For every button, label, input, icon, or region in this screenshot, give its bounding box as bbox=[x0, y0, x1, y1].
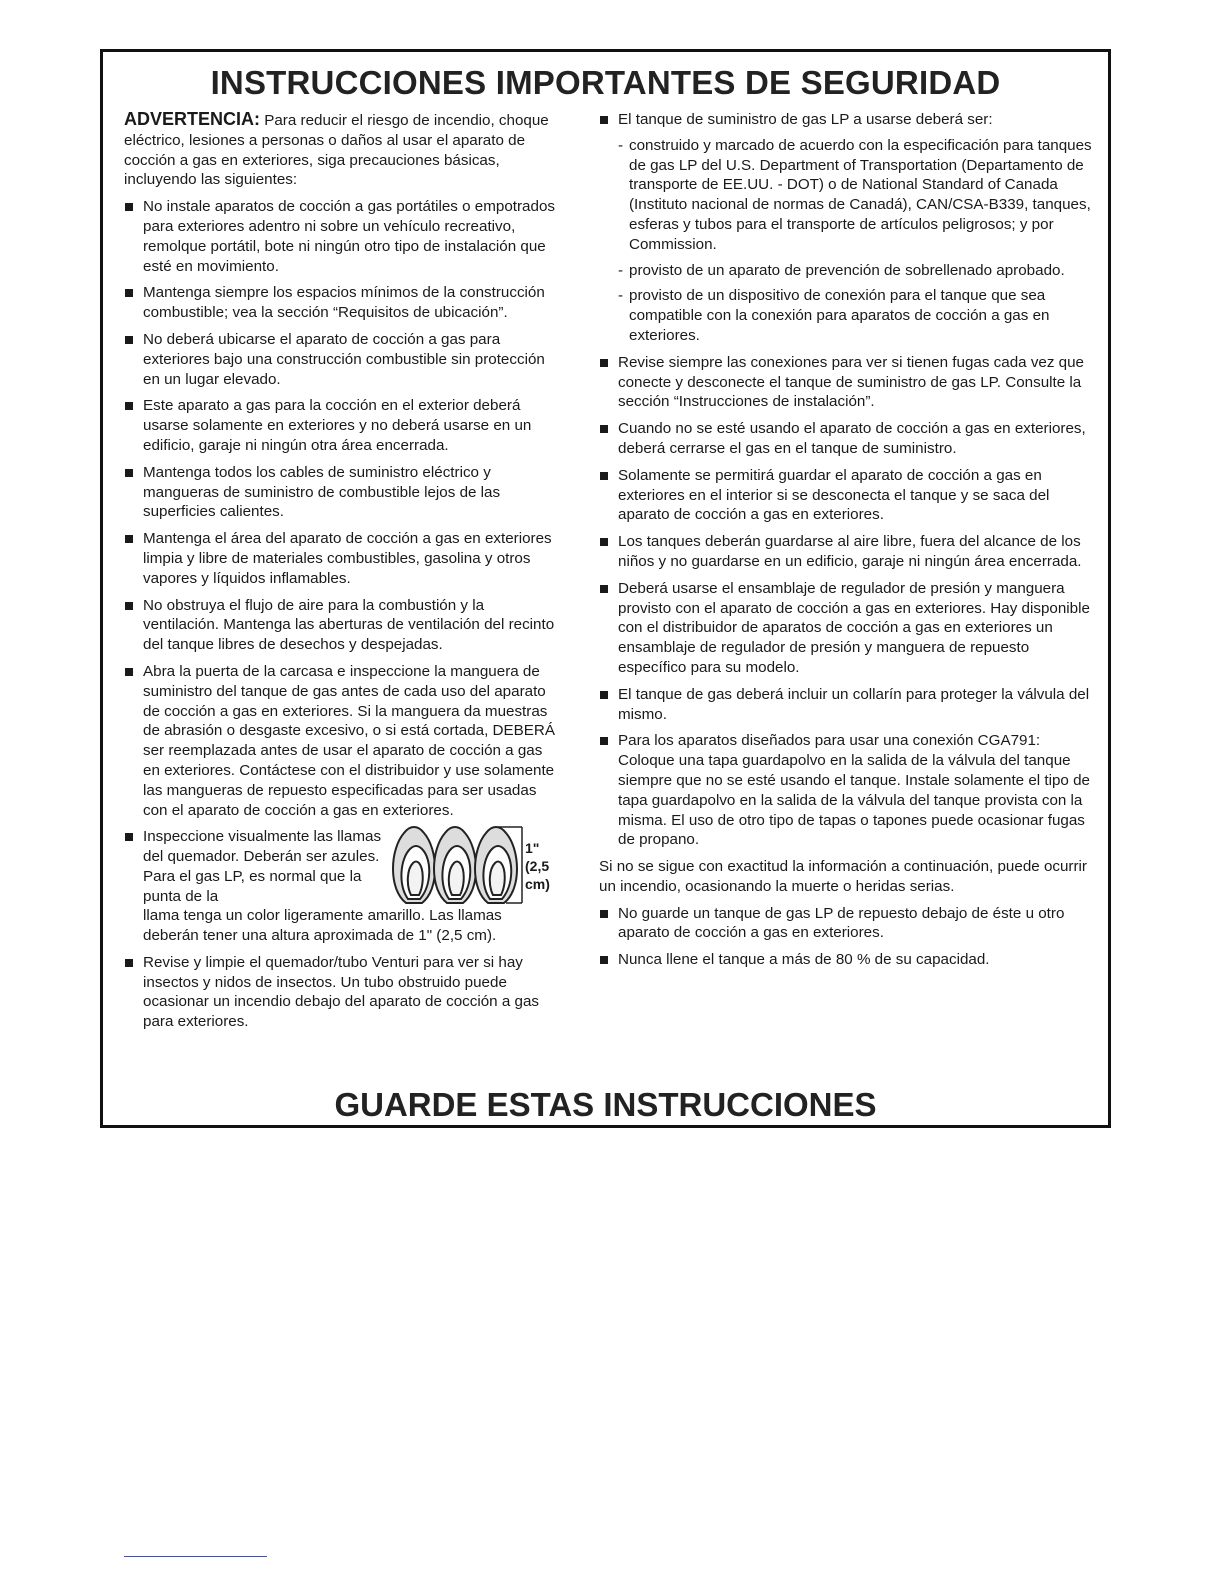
tank-requirements-item: El tanque de suministro de gas LP a usarse deberá ser: - construido y marcado de acuerdo con la especificación para tanques de gas LP del U.S. Department of Transportation (Departamento de transporte de EE.UU. - DOT) o de National Standard of Canada (Instituto nacional de normas de Canadá), CAN/CSA-B339, tanques, esferas y tubos para el transporte de artículos peligrosos; y por Commission. - provisto de un aparato de prevención de sobrellenado aprobado. - provisto de un dispositivo de conexión para el tanque que sea compatible con la conexión para aparatos de cocción a gas en exteriores. bbox=[599, 110, 1099, 346]
list-item: Para los aparatos diseñados para usar una conexión CGA791: Coloque una tapa guardapolvo en la salida de la válvula del tanque siempre que no se esté usando el tanque. Instale solamente el tipo de tapa guardapolvo en la salida de la válvula del tanque provista con la misma. El uso de otro tipo de tapas o tapones puede ocasionar fugas de propano. bbox=[599, 731, 1099, 850]
list-item: Este aparato a gas para la cocción en el exterior deberá usarse solamente en exteriores y no deberá usarse en un edificio, garaje ni ningún otra área encerrada. bbox=[124, 396, 559, 455]
bullet-square-icon bbox=[600, 737, 608, 745]
sub-list-item: - provisto de un dispositivo de conexión para el tanque que sea compatible con la conexión para aparatos de cocción a gas en exteriores. bbox=[618, 286, 1099, 345]
bullet-square-icon bbox=[600, 359, 608, 367]
list-item: Solamente se permitirá guardar el aparato de cocción a gas en exteriores en el interior si se desconecta el tanque y se saca del aparato de cocción a gas en exteriores. bbox=[599, 466, 1099, 525]
bullet-square-icon bbox=[600, 472, 608, 480]
list-item: Los tanques deberán guardarse al aire libre, fuera del alcance de los niños y no guardarse en un edificio, garaje ni ningún área encerrada. bbox=[599, 532, 1099, 572]
safety-instructions-box bbox=[100, 49, 1111, 1128]
list-item: No guarde un tanque de gas LP de repuesto debajo de éste u otro aparato de cocción a gas en exteriores. bbox=[599, 904, 1099, 944]
flame-item-text: Inspeccione visualmente las llamas del quemador. Deberán ser azules. Para el gas LP, es normal que la punta de la bbox=[143, 828, 382, 905]
right-bullet-list bbox=[599, 110, 1099, 850]
tank-sub-list bbox=[618, 136, 1099, 346]
left-column bbox=[124, 110, 559, 1039]
bullet-square-icon bbox=[600, 691, 608, 699]
bullet-square-icon bbox=[125, 959, 133, 967]
warning-text: Para reducir el riesgo de incendio, choque eléctrico, lesiones a personas o daños al usar el aparato de cocción a gas en exteriores, siga precauciones básicas, incluyendo las siguientes: bbox=[124, 112, 549, 189]
right-final-list bbox=[599, 904, 1099, 970]
flame-height-label: 1" (2,5 cm) bbox=[525, 840, 550, 893]
list-item: Revise siempre las conexiones para ver si tienen fugas cada vez que conecte y desconecte el tanque de suministro de gas LP. Consulte la sección “Instrucciones de instalación”. bbox=[599, 353, 1099, 412]
footnote-rule bbox=[124, 1556, 267, 1557]
list-item: Mantenga todos los cables de suministro eléctrico y mangueras de suministro de combustible lejos de las superficies calientes. bbox=[124, 463, 559, 522]
bullet-square-icon bbox=[600, 956, 608, 964]
flame-inspection-item bbox=[124, 827, 559, 946]
left-bullet-list bbox=[124, 197, 559, 1032]
bullet-square-icon bbox=[125, 336, 133, 344]
sub-list-item: - construido y marcado de acuerdo con la especificación para tanques de gas LP del U.S. Department of Transportation (Departamento de transporte de EE.UU. - DOT) o de National Standard of Canada (Instituto nacional de normas de Canadá), CAN/CSA-B339, tanques, esferas y tubos para el transporte de artículos peligrosos; y por Commission. bbox=[618, 136, 1099, 255]
right-column bbox=[599, 110, 1099, 977]
bullet-square-icon bbox=[600, 910, 608, 918]
flame-figure-wrap bbox=[143, 827, 559, 906]
bullet-square-icon bbox=[125, 402, 133, 410]
warning-label: ADVERTENCIA: bbox=[124, 109, 261, 129]
list-item: Deberá usarse el ensamblaje de regulador de presión y manguera provisto con el aparato de cocción a gas en exteriores. Hay disponible con el distribuidor de aparatos de cocción a gas en exteriores un ensamblaje de regulador de presión y manguera de repuesto específico para su modelo. bbox=[599, 579, 1099, 678]
bullet-square-icon bbox=[600, 116, 608, 124]
list-item: Mantenga el área del aparato de cocción a gas en exteriores limpia y libre de materiales combustibles, gasolina y otros vapores y líquidos inflamables. bbox=[124, 529, 559, 588]
bullet-square-icon bbox=[600, 538, 608, 546]
bullet-square-icon bbox=[125, 535, 133, 543]
bullet-square-icon bbox=[600, 585, 608, 593]
bullet-square-icon bbox=[125, 203, 133, 211]
flame-item-continued: llama tenga un color ligeramente amarillo. Las llamas deberán tener una altura aproximada de 1" (2,5 cm). bbox=[143, 907, 502, 945]
fire-warning-paragraph: Si no se sigue con exactitud la información a continuación, puede ocurrir un incendio, ocasionando la muerte o heridas serias. bbox=[599, 858, 1087, 895]
list-item: Nunca llene el tanque a más de 80 % de su capacidad. bbox=[599, 950, 1099, 970]
list-item: No deberá ubicarse el aparato de cocción a gas para exteriores bajo una construcción combustible sin protección en un lugar elevado. bbox=[124, 330, 559, 389]
footer-title: GUARDE ESTAS INSTRUCCIONES bbox=[334, 1086, 877, 1123]
list-item: El tanque de gas deberá incluir un collarín para proteger la válvula del mismo. bbox=[599, 685, 1099, 725]
list-item: No obstruya el flujo de aire para la combustión y la ventilación. Mantenga las aberturas de ventilación del recinto del tanque libres de desechos y despejadas. bbox=[124, 596, 559, 655]
bullet-square-icon bbox=[125, 602, 133, 610]
warning-intro bbox=[124, 110, 559, 190]
list-item: Abra la puerta de la carcasa e inspeccione la manguera de suministro del tanque de gas antes de cada uso del aparato de cocción a gas en exteriores. Si la manguera da muestras de abrasión o desgaste excesivo, o si está cortada, DEBERÁ ser reemplazada antes de usar el aparato de cocción a gas en exteriores. Contáctese con el distribuidor y use solamente las mangueras de repuesto especificadas para ser usadas con el aparato de cocción a gas en exteriores. bbox=[124, 662, 559, 820]
list-item: Cuando no se esté usando el aparato de cocción a gas en exteriores, deberá cerrarse el gas en el tanque de suministro. bbox=[599, 419, 1099, 459]
sub-list-item: - provisto de un aparato de prevención de sobrellenado aprobado. bbox=[618, 261, 1099, 281]
list-item: Revise y limpie el quemador/tubo Venturi para ver si hay insectos y nidos de insectos. Un tubo obstruido puede ocasionar un incendio debajo del aparato de cocción a gas para exteriores. bbox=[124, 953, 559, 1032]
page-title: INSTRUCCIONES IMPORTANTES DE SEGURIDAD bbox=[210, 64, 1001, 101]
bullet-square-icon bbox=[125, 833, 133, 841]
bullet-square-icon bbox=[125, 469, 133, 477]
bullet-square-icon bbox=[125, 289, 133, 297]
bullet-square-icon bbox=[600, 425, 608, 433]
bullet-square-icon bbox=[125, 668, 133, 676]
list-item: No instale aparatos de cocción a gas portátiles o empotrados para exteriores adentro ni sobre un vehículo recreativo, remolque portátil, bote ni ningún otro tipo de instalación que esté en movimiento. bbox=[124, 197, 559, 276]
list-item: Mantenga siempre los espacios mínimos de la construcción combustible; vea la sección “Requisitos de ubicación”. bbox=[124, 283, 559, 323]
